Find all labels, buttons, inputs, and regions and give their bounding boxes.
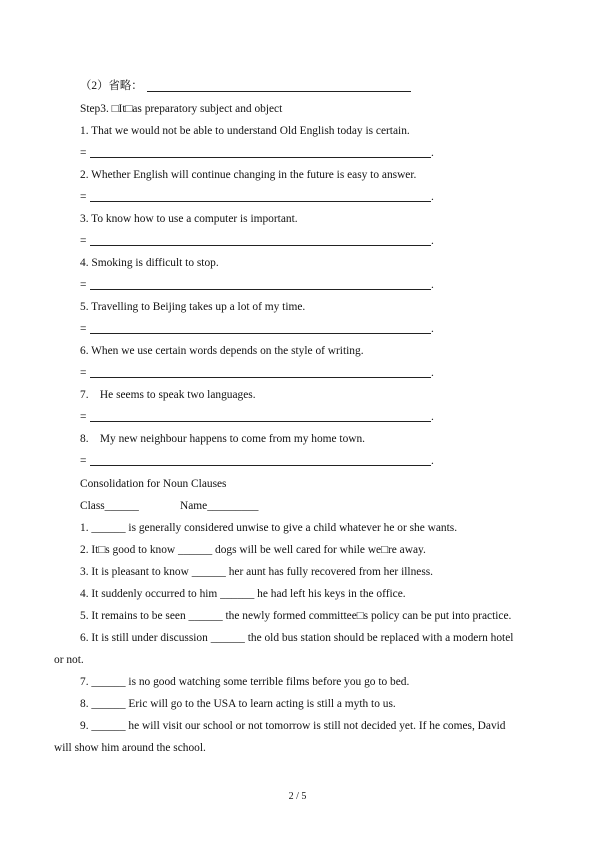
fill-item: 5. It remains to be seen ______ the newly formed committee□s policy can be put into practice. xyxy=(80,610,512,622)
answer-blank[interactable]: ______ xyxy=(210,632,245,644)
exercise-sentence: 6. When we use certain words depends on the style of writing. xyxy=(80,345,364,357)
answer-prefix: = xyxy=(80,191,87,203)
fill-item: 2. It□s good to know ______ dogs will be well cared for while we□re away. xyxy=(80,544,426,556)
answer-line[interactable] xyxy=(90,157,431,158)
answer-line[interactable] xyxy=(90,333,431,334)
exercise-sentence: 4. Smoking is difficult to stop. xyxy=(80,257,219,269)
fill-item: 6. It is still under discussion ______ the old bus station should be replaced with a modern hotel xyxy=(80,632,514,644)
fill-item: 1. ______ is generally considered unwise to give a child whatever he or she wants. xyxy=(80,522,458,534)
answer-blank[interactable]: ______ xyxy=(91,698,126,710)
answer-suffix: . xyxy=(431,455,434,467)
answer-suffix: . xyxy=(431,411,434,423)
step3-title: Step3. □It□as preparatory subject and object xyxy=(80,103,283,115)
answer-blank[interactable]: ______ xyxy=(191,566,226,578)
answer-suffix: . xyxy=(431,235,434,247)
name-field[interactable]: Name_________ xyxy=(180,500,259,512)
answer-blank[interactable]: ______ xyxy=(178,544,213,556)
fill-item: 7. ______ is no good watching some terrible films before you go to bed. xyxy=(80,676,410,688)
fill-item: 4. It suddenly occurred to him ______ he had left his keys in the office. xyxy=(80,588,406,600)
omission-answer-line[interactable] xyxy=(147,91,411,92)
page-number: 2 / 5 xyxy=(288,791,307,802)
answer-blank[interactable]: ______ xyxy=(188,610,223,622)
answer-suffix: . xyxy=(431,191,434,203)
omission-label xyxy=(80,79,143,93)
exercise-sentence: 1. That we would not be able to understand Old English today is certain. xyxy=(80,125,410,137)
answer-prefix: = xyxy=(80,367,87,379)
answer-blank[interactable]: ______ xyxy=(91,522,126,534)
answer-suffix: . xyxy=(431,279,434,291)
answer-blank[interactable]: ______ xyxy=(91,676,126,688)
exercise-sentence: 2. Whether English will continue changing in the future is easy to answer. xyxy=(80,169,417,181)
answer-prefix: = xyxy=(80,147,87,159)
omission-text: （2）省略： xyxy=(80,80,143,92)
answer-prefix: = xyxy=(80,235,87,247)
answer-suffix: . xyxy=(431,147,434,159)
answer-line[interactable] xyxy=(90,465,431,466)
fill-item: 3. It is pleasant to know ______ her aunt has fully recovered from her illness. xyxy=(80,566,434,578)
fill-item: 8. ______ Eric will go to the USA to learn acting is still a myth to us. xyxy=(80,698,396,710)
consolidation-title: Consolidation for Noun Clauses xyxy=(80,478,227,490)
fill-item: 9. ______ he will visit our school or not tomorrow is still not decided yet. If he comes, David xyxy=(80,720,506,732)
answer-prefix: = xyxy=(80,279,87,291)
answer-blank[interactable]: ______ xyxy=(220,588,255,600)
exercise-sentence: 3. To know how to use a computer is important. xyxy=(80,213,298,225)
class-field[interactable]: Class______ xyxy=(80,500,139,512)
exercise-sentence: 5. Travelling to Beijing takes up a lot of my time. xyxy=(80,301,306,313)
answer-line[interactable] xyxy=(90,421,431,422)
answer-blank[interactable]: ______ xyxy=(91,720,126,732)
answer-line[interactable] xyxy=(90,377,431,378)
fill-item-continuation: will show him around the school. xyxy=(54,742,206,754)
exercise-sentence: 8. My new neighbour happens to come from my home town. xyxy=(80,433,366,445)
answer-line[interactable] xyxy=(90,289,431,290)
answer-prefix: = xyxy=(80,411,87,423)
answer-line[interactable] xyxy=(90,245,431,246)
answer-suffix: . xyxy=(431,367,434,379)
fill-item-continuation: or not. xyxy=(54,654,84,666)
answer-line[interactable] xyxy=(90,201,431,202)
answer-suffix: . xyxy=(431,323,434,335)
answer-prefix: = xyxy=(80,323,87,335)
exercise-sentence: 7. He seems to speak two languages. xyxy=(80,389,256,401)
answer-prefix: = xyxy=(80,455,87,467)
